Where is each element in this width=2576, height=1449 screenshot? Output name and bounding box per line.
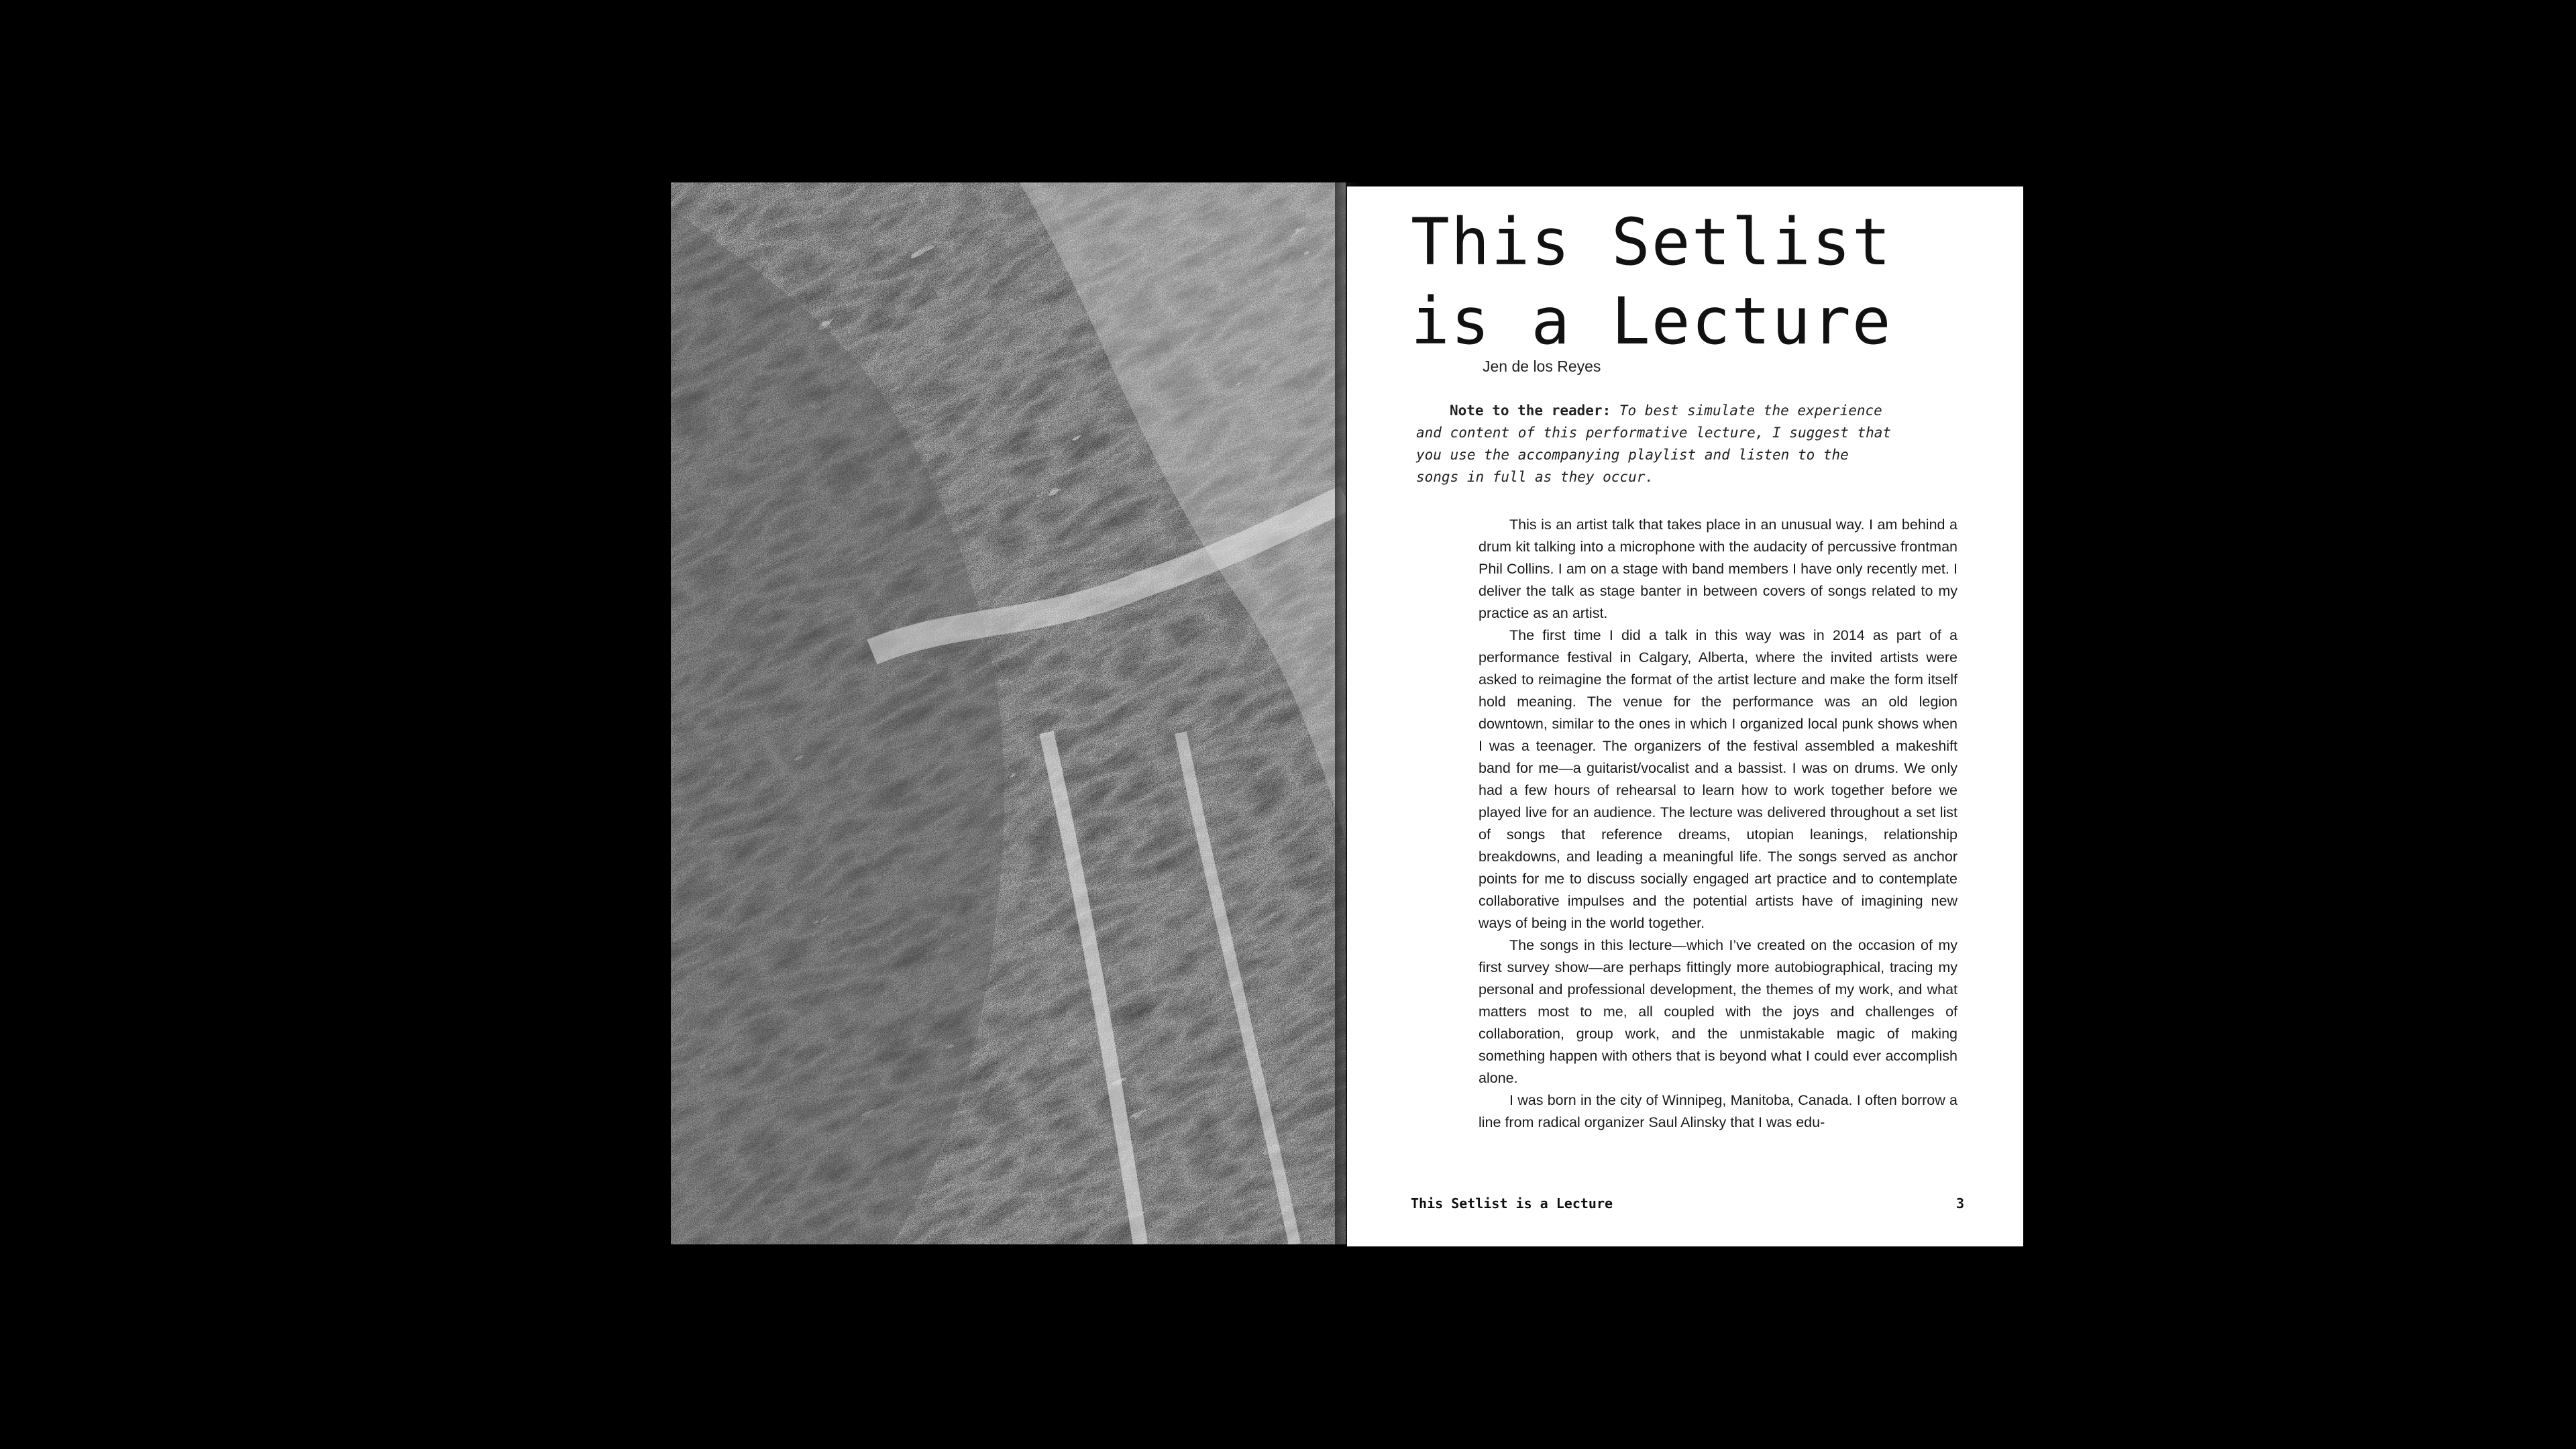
author-name: Jen de los Reyes <box>1483 358 1601 375</box>
paragraph: I was born in the city of Winnipeg, Manitoba, Canada. I often borrow a line from radical organizer Saul Alinsky that I was edu- <box>1479 1092 1957 1130</box>
paragraph: The first time I did a talk in this way was in 2014 as part of a performance festival in Calgary, Alberta, where the invited artists were asked to reimagine the format of the artist lecture and make the form itself hold meaning. The venue for the performance was an old legion downtown, similar to the ones in which I organized local punk shows when I was a teenager. The organizers of the festival assembled a makeshift band for me—a guitarist/vocalist and a bassist. I was on drums. We only had a few hours of rehearsal to learn how to work together before we played live for an audience. The lecture was delivered throughout a set list of songs that reference dreams, utopian leanings, relationship breakdowns, and leading a meaningful life. The songs served as anchor points for me to discuss socially engaged art practice and to contemplate collaborative impulses and the potential artists have of imagining new ways of being in the world together. <box>1479 627 1957 931</box>
note-label: Note to the reader: <box>1450 402 1611 419</box>
halftone-rock-texture-image <box>671 182 1346 1244</box>
left-page-halftone-image <box>671 182 1346 1244</box>
title-line-2: is a Lecture <box>1411 284 1892 359</box>
paragraph: This is an artist talk that takes place in an unusual way. I am behind a drum kit talking into a microphone with the audacity of percussive frontman Phil Collins. I am on a stage with band members I have only recently met. I deliver the talk as stage banter in between covers of songs related to my practice as an artist. <box>1479 517 1957 621</box>
title-line-1: This Setlist <box>1411 205 1892 280</box>
page-number: 3 <box>1955 1195 1964 1212</box>
right-page <box>1347 186 2023 1246</box>
note-text: To best simulate the experience and content of this performative lecture, I suggest that you use the accompanying playlist and listen to the songs in full as they occur. <box>1416 402 1892 485</box>
note-to-reader <box>1416 400 1899 488</box>
page-title <box>1411 203 1892 361</box>
body-text <box>1479 514 1957 1134</box>
paragraph: The songs in this lecture—which I’ve created on the occasion of my first survey show—are perhaps fittingly more autobiographical, tracing my personal and professional development, the themes of my work, and what matters most to me, all coupled with the joys and challenges of collaboration, group work, and the unmistakable magic of making something happen with others that is beyond what I could ever accomplish alone. <box>1479 937 1957 1086</box>
page-footer <box>1411 1195 1964 1216</box>
running-title: This Setlist is a Lecture <box>1411 1195 1613 1212</box>
